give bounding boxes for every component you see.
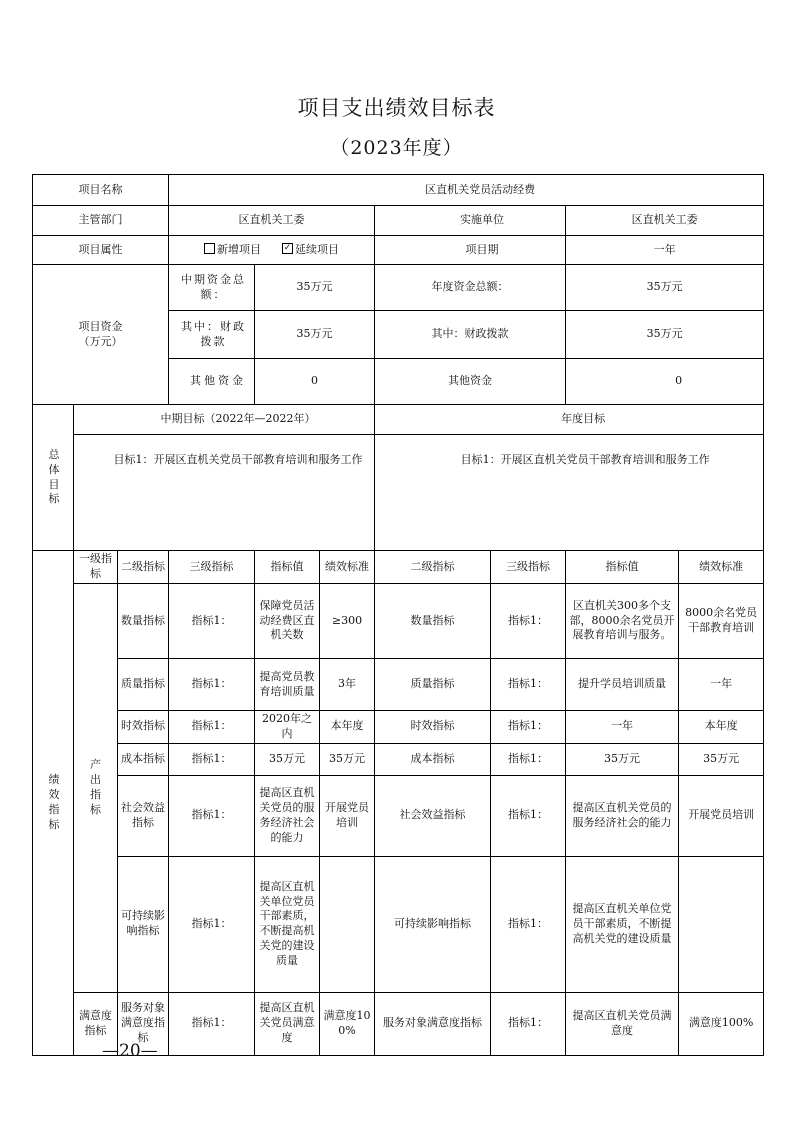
row-right-level2: 成本指标 xyxy=(375,743,491,775)
dept-label: 主管部门 xyxy=(33,206,169,236)
row-standard: 3年 xyxy=(320,659,375,711)
satisfaction-standard: 满意度100% xyxy=(320,992,375,1055)
row-value: 提高区直机关单位党员干部素质，不断提高机关党的建设质量 xyxy=(255,856,320,992)
year-goal-text: 目标1：开展区直机关党员干部教育培训和服务工作 xyxy=(375,435,764,551)
row-right-standard: 一年 xyxy=(679,659,764,711)
row-level2: 数量指标 xyxy=(118,584,169,659)
row-value: 35万元 xyxy=(255,743,320,775)
row-right-level3: 指标1： xyxy=(491,584,566,659)
dept-value: 区直机关工委 xyxy=(169,206,375,236)
continued-project-label: 延续项目 xyxy=(295,242,339,256)
mid-other-value: 0 xyxy=(255,359,375,405)
funds-label: 项目资金 xyxy=(78,319,123,333)
funds-unit: （万元） xyxy=(78,334,123,348)
page-title: 项目支出绩效目标表 xyxy=(297,96,496,120)
impl-value: 区直机关工委 xyxy=(566,206,764,236)
satisfaction-right-level3: 指标1： xyxy=(491,992,566,1055)
year-other-value: 0 xyxy=(566,359,764,405)
header-level2: 二级指标 xyxy=(118,551,169,584)
satisfaction-level1: 满意度指标 xyxy=(74,992,118,1055)
year-total-label: 年度资金总额： xyxy=(375,265,566,311)
new-project-label: 新增项目 xyxy=(217,242,262,256)
year-fiscal-label: 其中：财政拨款 xyxy=(375,311,566,359)
row-right-level3: 指标1： xyxy=(491,743,566,775)
row-level3: 指标1： xyxy=(169,743,255,775)
row-right-value: 区直机关300多个支部，8000余名党员开展教育培训与服务。 xyxy=(566,584,679,659)
header-right-standard: 绩效标准 xyxy=(679,551,764,584)
row-right-standard: 开展党员培训 xyxy=(679,775,764,856)
performance-target-table xyxy=(32,174,764,1056)
satisfaction-right-level2: 服务对象满意度指标 xyxy=(375,992,491,1055)
mid-total-label: 中期资金总额： xyxy=(169,265,255,311)
row-level3: 指标1： xyxy=(169,711,255,744)
row-right-level3: 指标1： xyxy=(491,711,566,744)
row-standard xyxy=(320,856,375,992)
row-standard: 本年度 xyxy=(320,711,375,744)
satisfaction-right-value: 提高区直机关党员满意度 xyxy=(566,992,679,1055)
header-level1: 一级指标 xyxy=(74,551,118,584)
satisfaction-value: 提高区直机关党员满意度 xyxy=(255,992,320,1055)
row-value: 提高区直机关党员的服务经济社会的能力 xyxy=(255,775,320,856)
header-standard: 绩效标准 xyxy=(320,551,375,584)
row-level2: 时效指标 xyxy=(118,711,169,744)
row-right-value: 提高区直机关单位党员干部素质，不断提高机关党的建设质量 xyxy=(566,856,679,992)
row-right-level3: 指标1： xyxy=(491,856,566,992)
funds-label-cell xyxy=(33,265,169,405)
header-right-value: 指标值 xyxy=(566,551,679,584)
row-right-value: 一年 xyxy=(566,711,679,744)
new-project-checkbox[interactable] xyxy=(204,243,215,254)
mid-other-label: 其他资金 xyxy=(169,359,255,405)
row-right-level2: 可持续影响指标 xyxy=(375,856,491,992)
row-right-standard xyxy=(679,856,764,992)
row-level3: 指标1： xyxy=(169,775,255,856)
row-right-level2: 数量指标 xyxy=(375,584,491,659)
row-standard: ≥300 xyxy=(320,584,375,659)
row-right-standard: 8000余名党员干部教育培训 xyxy=(679,584,764,659)
row-level2: 成本指标 xyxy=(118,743,169,775)
row-level3: 指标1： xyxy=(169,659,255,711)
attr-options xyxy=(169,236,375,265)
project-name-label: 项目名称 xyxy=(33,175,169,206)
impl-label: 实施单位 xyxy=(375,206,566,236)
output-indicator-label: 产出指标 xyxy=(74,584,118,993)
row-level3: 指标1： xyxy=(169,584,255,659)
header-level3: 三级指标 xyxy=(169,551,255,584)
satisfaction-level2: 服务对象满意度指标 xyxy=(118,992,169,1055)
period-label: 项目期 xyxy=(375,236,566,265)
mid-fiscal-label: 其中：财政拨款 xyxy=(169,311,255,359)
row-right-standard: 35万元 xyxy=(679,743,764,775)
year-total-value: 35万元 xyxy=(566,265,764,311)
row-standard: 35万元 xyxy=(320,743,375,775)
row-right-level3: 指标1： xyxy=(491,659,566,711)
overall-goal-label: 总体目标 xyxy=(33,405,74,551)
year-fiscal-value: 35万元 xyxy=(566,311,764,359)
row-value: 提高党员教育培训质量 xyxy=(255,659,320,711)
header-right-level3: 三级指标 xyxy=(491,551,566,584)
row-right-value: 提升学员培训质量 xyxy=(566,659,679,711)
row-right-level3: 指标1： xyxy=(491,775,566,856)
row-standard: 开展党员培训 xyxy=(320,775,375,856)
row-right-standard: 本年度 xyxy=(679,711,764,744)
mid-goal-text: 目标1：开展区直机关党员干部教育培训和服务工作 xyxy=(74,435,375,551)
row-level2: 质量指标 xyxy=(118,659,169,711)
performance-indicator-label: 绩效指标 xyxy=(33,551,74,1056)
header-right-level2: 二级指标 xyxy=(375,551,491,584)
page-number: —20— xyxy=(102,1041,158,1061)
page-subtitle: （2023年度） xyxy=(330,137,463,159)
mid-total-value: 35万元 xyxy=(255,265,375,311)
satisfaction-right-standard: 满意度100% xyxy=(679,992,764,1055)
row-level2: 可持续影响指标 xyxy=(118,856,169,992)
row-value: 2020年之内 xyxy=(255,711,320,744)
year-other-label: 其他资金 xyxy=(375,359,566,405)
year-goal-header: 年度目标 xyxy=(375,405,764,435)
row-value: 保障党员活动经费区直机关数 xyxy=(255,584,320,659)
period-value: 一年 xyxy=(566,236,764,265)
mid-fiscal-value: 35万元 xyxy=(255,311,375,359)
header-value: 指标值 xyxy=(255,551,320,584)
attr-label: 项目属性 xyxy=(33,236,169,265)
project-name-value: 区直机关党员活动经费 xyxy=(169,175,764,206)
row-right-level2: 社会效益指标 xyxy=(375,775,491,856)
mid-goal-header: 中期目标（2022年—2022年） xyxy=(74,405,375,435)
row-level2: 社会效益指标 xyxy=(118,775,169,856)
row-right-level2: 质量指标 xyxy=(375,659,491,711)
row-level3: 指标1： xyxy=(169,856,255,992)
satisfaction-level3: 指标1： xyxy=(169,992,255,1055)
continued-project-checkbox[interactable]: ✓ xyxy=(283,243,292,254)
row-right-value: 提高区直机关党员的服务经济社会的能力 xyxy=(566,775,679,856)
row-right-level2: 时效指标 xyxy=(375,711,491,744)
row-right-value: 35万元 xyxy=(566,743,679,775)
